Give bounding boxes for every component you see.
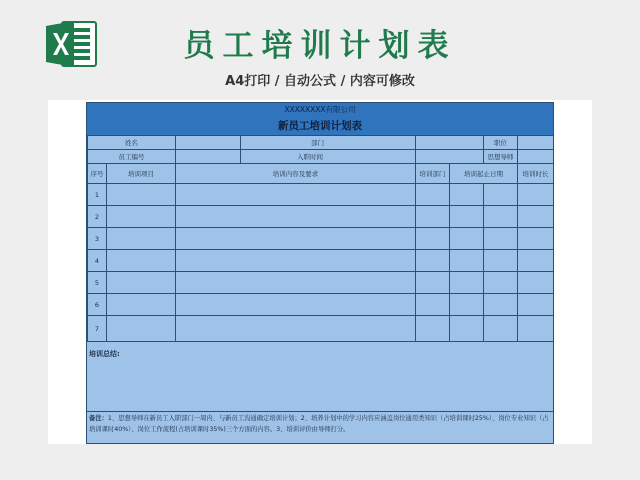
excel-icon xyxy=(44,16,100,72)
cell-duration[interactable] xyxy=(518,250,554,272)
spreadsheet-preview xyxy=(48,100,592,444)
cell-duration[interactable] xyxy=(518,272,554,294)
cell-dept[interactable] xyxy=(416,316,450,342)
notes-label: 备注： xyxy=(89,415,108,422)
cell-duration[interactable] xyxy=(518,294,554,316)
cell-end[interactable] xyxy=(484,228,518,250)
table-row xyxy=(88,206,554,228)
department-label: 部门 xyxy=(241,136,416,150)
entry-date-label: 入职时间 xyxy=(241,150,416,164)
cell-content[interactable] xyxy=(176,228,416,250)
cell-start[interactable] xyxy=(450,294,484,316)
info-row-1 xyxy=(88,136,554,150)
mentor-value[interactable] xyxy=(518,150,554,164)
cell-start[interactable] xyxy=(450,184,484,206)
table-row xyxy=(88,228,554,250)
col-period: 培训起止日期 xyxy=(450,164,518,184)
cell-content[interactable] xyxy=(176,272,416,294)
cell-dept[interactable] xyxy=(416,272,450,294)
notes-text: 1、思想导师在新员工入职部门一周内、与新员工沟通确定培训计划；2、培养计划中的学习内容应涵盖岗位通用类知识（占培训课时25%）、岗位专业知识（占培训课时40%）、岗位工作流程(占培训课时35%)三个方面的内容。3、培训评价由导师打分。 xyxy=(89,415,549,433)
table-row xyxy=(88,184,554,206)
row-index: 3 xyxy=(88,228,107,250)
employee-id-value[interactable] xyxy=(176,150,241,164)
cell-start[interactable] xyxy=(450,316,484,342)
table-row xyxy=(88,272,554,294)
department-value[interactable] xyxy=(416,136,484,150)
table-row xyxy=(88,294,554,316)
table-row xyxy=(88,316,554,342)
cell-end[interactable] xyxy=(484,294,518,316)
notes xyxy=(89,413,551,435)
info-row-2 xyxy=(88,150,554,164)
cell-item[interactable] xyxy=(107,228,176,250)
row-index: 1 xyxy=(88,184,107,206)
cell-duration[interactable] xyxy=(518,206,554,228)
cell-dept[interactable] xyxy=(416,184,450,206)
name-value[interactable] xyxy=(176,136,241,150)
cell-content[interactable] xyxy=(176,206,416,228)
cell-end[interactable] xyxy=(484,316,518,342)
position-label: 职位 xyxy=(484,136,518,150)
col-duration: 培训时长 xyxy=(518,164,554,184)
cell-duration[interactable] xyxy=(518,228,554,250)
training-table xyxy=(87,135,554,342)
cell-start[interactable] xyxy=(450,250,484,272)
cell-dept[interactable] xyxy=(416,206,450,228)
cell-duration[interactable] xyxy=(518,184,554,206)
cell-end[interactable] xyxy=(484,184,518,206)
row-index: 4 xyxy=(88,250,107,272)
banner xyxy=(0,0,640,98)
col-content: 培训内容及要求 xyxy=(176,164,416,184)
cell-dept[interactable] xyxy=(416,250,450,272)
col-index: 序号 xyxy=(88,164,107,184)
row-index: 2 xyxy=(88,206,107,228)
page-subtitle: A4打印 / 自动公式 / 内容可修改 xyxy=(225,74,415,89)
row-index: 6 xyxy=(88,294,107,316)
cell-item[interactable] xyxy=(107,316,176,342)
cell-content[interactable] xyxy=(176,316,416,342)
cell-item[interactable] xyxy=(107,272,176,294)
row-index: 5 xyxy=(88,272,107,294)
cell-start[interactable] xyxy=(450,228,484,250)
cell-duration[interactable] xyxy=(518,316,554,342)
cell-end[interactable] xyxy=(484,272,518,294)
name-label: 姓名 xyxy=(88,136,176,150)
cell-dept[interactable] xyxy=(416,228,450,250)
cell-start[interactable] xyxy=(450,272,484,294)
cell-item[interactable] xyxy=(107,294,176,316)
entry-date-value[interactable] xyxy=(416,150,484,164)
cell-end[interactable] xyxy=(484,250,518,272)
employee-id-label: 员工编号 xyxy=(88,150,176,164)
table-row xyxy=(88,250,554,272)
row-index: 7 xyxy=(88,316,107,342)
cell-content[interactable] xyxy=(176,184,416,206)
cell-end[interactable] xyxy=(484,206,518,228)
training-plan-form xyxy=(86,102,554,444)
cell-item[interactable] xyxy=(107,184,176,206)
position-value[interactable] xyxy=(518,136,554,150)
training-summary[interactable] xyxy=(87,347,553,412)
cell-item[interactable] xyxy=(107,250,176,272)
cell-start[interactable] xyxy=(450,206,484,228)
cell-content[interactable] xyxy=(176,250,416,272)
company-name: XXXXXXXX有限公司 xyxy=(87,103,553,117)
mentor-label: 思想导师 xyxy=(484,150,518,164)
form-title: 新员工培训计划表 xyxy=(87,117,553,136)
cell-content[interactable] xyxy=(176,294,416,316)
cell-dept[interactable] xyxy=(416,294,450,316)
column-header-row xyxy=(88,164,554,184)
cell-item[interactable] xyxy=(107,206,176,228)
summary-label: 培训总结: xyxy=(89,350,120,358)
col-dept: 培训部门 xyxy=(416,164,450,184)
col-item: 培训项目 xyxy=(107,164,176,184)
page-title: 员工培训计划表 xyxy=(183,28,457,64)
